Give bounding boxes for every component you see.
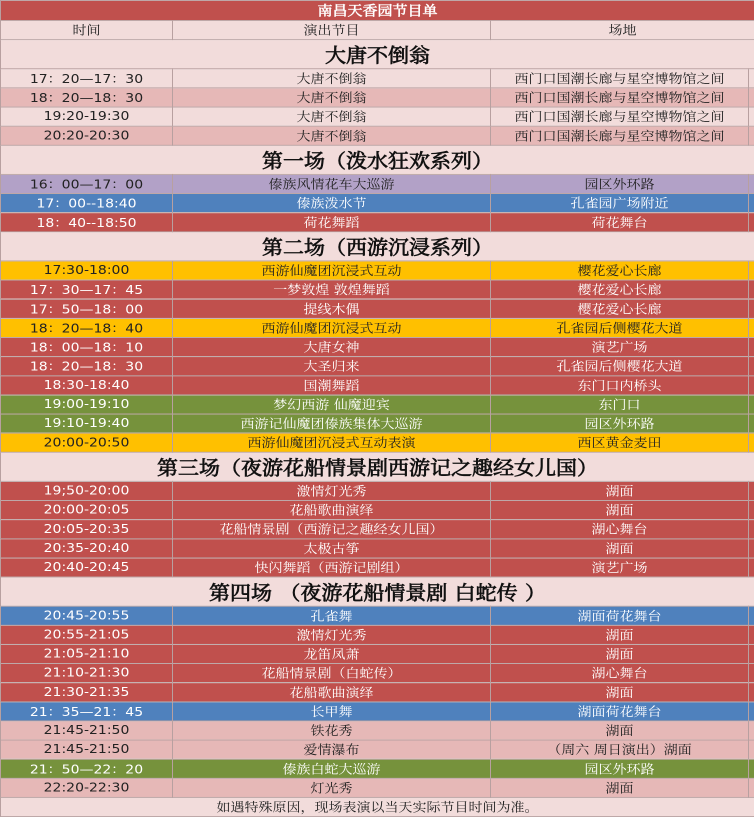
- program-cell[interactable]: 激情灯光秀: [173, 481, 491, 500]
- overflow-cell[interactable]: [749, 481, 754, 500]
- overflow-cell[interactable]: [749, 69, 754, 88]
- schedule-row: [1, 107, 754, 126]
- overflow-cell[interactable]: [749, 702, 754, 721]
- overflow-cell[interactable]: [749, 500, 754, 519]
- overflow-cell[interactable]: [749, 721, 754, 740]
- overflow-cell[interactable]: [749, 520, 754, 539]
- program-cell[interactable]: 花船歌曲演绎: [173, 683, 491, 702]
- venue-cell[interactable]: 湖面: [491, 644, 749, 663]
- venue-cell[interactable]: 湖面: [491, 721, 749, 740]
- venue-cell[interactable]: 孔雀园后侧樱花大道: [491, 357, 749, 376]
- venue-cell[interactable]: 西门口国潮长廊与星空博物馆之间: [491, 126, 749, 145]
- section-header-row: [1, 145, 754, 174]
- time-cell[interactable]: 22:20-22:30: [1, 778, 173, 797]
- venue-cell[interactable]: 演艺广场: [491, 558, 749, 577]
- time-cell[interactable]: 17:30-18:00: [1, 261, 173, 280]
- overflow-cell[interactable]: [749, 644, 754, 663]
- venue-cell[interactable]: 湖面: [491, 500, 749, 519]
- program-cell[interactable]: 太极古筝: [173, 539, 491, 558]
- time-cell[interactable]: 21:05-21:10: [1, 644, 173, 663]
- header-program[interactable]: 演出节目: [173, 20, 491, 39]
- schedule-row: [1, 414, 754, 433]
- overflow-cell[interactable]: [749, 174, 754, 193]
- time-cell[interactable]: 19:10-19:40: [1, 414, 173, 433]
- schedule-row: [1, 213, 754, 232]
- schedule-row: [1, 664, 754, 683]
- time-cell[interactable]: 19;50-20:00: [1, 481, 173, 500]
- header-time[interactable]: 时间: [1, 20, 173, 39]
- venue-cell[interactable]: 湖面荷花舞台: [491, 606, 749, 625]
- program-cell[interactable]: 激情灯光秀: [173, 625, 491, 644]
- time-cell[interactable]: 16：00—17：00: [1, 174, 173, 193]
- header-venue[interactable]: 场地: [491, 20, 754, 39]
- overflow-cell[interactable]: [749, 107, 754, 126]
- program-cell[interactable]: 龙笛凤萧: [173, 644, 491, 663]
- program-cell[interactable]: 花船情景剧（白蛇传）: [173, 664, 491, 683]
- footer-note[interactable]: 如遇特殊原因，现场表演以当天实际节目时间为准。: [1, 797, 754, 816]
- schedule-row: [1, 280, 754, 299]
- program-cell[interactable]: 爱情瀑布: [173, 740, 491, 759]
- venue-cell[interactable]: 园区外环路: [491, 414, 749, 433]
- venue-cell[interactable]: 园区外环路: [491, 759, 749, 778]
- title-row: [1, 0, 754, 20]
- venue-cell[interactable]: 樱花爱心长廊: [491, 261, 749, 280]
- schedule-row: [1, 740, 754, 759]
- schedule-row: [1, 500, 754, 519]
- venue-cell[interactable]: 湖面: [491, 539, 749, 558]
- overflow-cell[interactable]: [749, 126, 754, 145]
- schedule-row: [1, 174, 754, 193]
- section-header-row: [1, 452, 754, 481]
- program-cell[interactable]: 傣族白蛇大巡游: [173, 759, 491, 778]
- program-cell[interactable]: 孔雀舞: [173, 606, 491, 625]
- overflow-cell[interactable]: [749, 683, 754, 702]
- program-cell[interactable]: 提线木偶: [173, 299, 491, 318]
- program-cell[interactable]: 大唐不倒翁: [173, 107, 491, 126]
- venue-cell[interactable]: 西区黄金麦田: [491, 433, 749, 452]
- time-cell[interactable]: 18：00—18：10: [1, 337, 173, 356]
- time-cell[interactable]: 20:00-20:05: [1, 500, 173, 519]
- schedule-row: [1, 395, 754, 414]
- program-cell[interactable]: 大唐不倒翁: [173, 69, 491, 88]
- time-cell[interactable]: 21：35—21：45: [1, 702, 173, 721]
- venue-cell[interactable]: 樱花爱心长廊: [491, 299, 749, 318]
- venue-cell[interactable]: 湖心舞台: [491, 664, 749, 683]
- schedule-row: [1, 778, 754, 797]
- overflow-cell[interactable]: [749, 625, 754, 644]
- overflow-cell[interactable]: [749, 299, 754, 318]
- overflow-cell[interactable]: [749, 213, 754, 232]
- time-cell[interactable]: 17：20—17：30: [1, 69, 173, 88]
- schedule-row: [1, 606, 754, 625]
- overflow-cell[interactable]: [749, 433, 754, 452]
- section-header-row: [1, 577, 754, 606]
- program-cell[interactable]: 一梦敦煌 敦煌舞蹈: [173, 280, 491, 299]
- program-cell[interactable]: 梦幻西游 仙魔迎宾: [173, 395, 491, 414]
- overflow-cell[interactable]: [749, 606, 754, 625]
- time-cell[interactable]: 17：30—17：45: [1, 280, 173, 299]
- venue-cell[interactable]: 西门口国潮长廊与星空博物馆之间: [491, 88, 749, 107]
- section-title[interactable]: 第四场 （夜游花船情景剧 白蛇传 ）: [1, 577, 754, 606]
- overflow-cell[interactable]: [749, 778, 754, 797]
- program-cell[interactable]: 西游记仙魔团傣族集体大巡游: [173, 414, 491, 433]
- time-cell[interactable]: 17：50—18：00: [1, 299, 173, 318]
- schedule-row: [1, 721, 754, 740]
- schedule-title: 南昌天香园节目单: [1, 0, 754, 20]
- overflow-cell[interactable]: [749, 337, 754, 356]
- venue-cell[interactable]: （周六 周日演出）湖面: [491, 740, 749, 759]
- schedule-row: [1, 376, 754, 395]
- time-cell[interactable]: 20:05-20:35: [1, 520, 173, 539]
- program-cell[interactable]: 长甲舞: [173, 702, 491, 721]
- venue-cell[interactable]: 孔雀园广场附近: [491, 194, 749, 213]
- schedule-row: [1, 558, 754, 577]
- schedule-row: [1, 69, 754, 88]
- overflow-cell[interactable]: [749, 261, 754, 280]
- venue-cell[interactable]: 东门口: [491, 395, 749, 414]
- schedule-row: [1, 357, 754, 376]
- time-cell[interactable]: 20:40-20:45: [1, 558, 173, 577]
- schedule-row: [1, 337, 754, 356]
- time-cell[interactable]: 18：20—18：30: [1, 357, 173, 376]
- section-title[interactable]: 第二场（西游沉浸系列）: [1, 232, 754, 261]
- overflow-cell[interactable]: [749, 88, 754, 107]
- time-cell[interactable]: 18：40--18:50: [1, 213, 173, 232]
- section-title[interactable]: 第一场（泼水狂欢系列）: [1, 145, 754, 174]
- time-cell[interactable]: 18：20—18：30: [1, 88, 173, 107]
- venue-cell[interactable]: 园区外环路: [491, 174, 749, 193]
- schedule-row: [1, 299, 754, 318]
- venue-cell[interactable]: 西门口国潮长廊与星空博物馆之间: [491, 107, 749, 126]
- program-cell[interactable]: 铁花秀: [173, 721, 491, 740]
- time-cell[interactable]: 20:45-20:55: [1, 606, 173, 625]
- overflow-cell[interactable]: [749, 357, 754, 376]
- program-cell[interactable]: 荷花舞蹈: [173, 213, 491, 232]
- overflow-cell[interactable]: [749, 318, 754, 337]
- program-cell[interactable]: 大唐不倒翁: [173, 126, 491, 145]
- schedule-row: [1, 261, 754, 280]
- time-cell[interactable]: 20:35-20:40: [1, 539, 173, 558]
- section-header-row: [1, 40, 754, 69]
- program-cell[interactable]: 大圣归来: [173, 357, 491, 376]
- program-cell[interactable]: 西游仙魔团沉浸式互动: [173, 318, 491, 337]
- venue-cell[interactable]: 西门口国潮长廊与星空博物馆之间: [491, 69, 749, 88]
- schedule-row: [1, 683, 754, 702]
- overflow-cell[interactable]: [749, 759, 754, 778]
- time-cell[interactable]: 19:20-19:30: [1, 107, 173, 126]
- schedule-row: [1, 702, 754, 721]
- time-cell[interactable]: 21:45-21:50: [1, 721, 173, 740]
- venue-cell[interactable]: 樱花爱心长廊: [491, 280, 749, 299]
- venue-cell[interactable]: 演艺广场: [491, 337, 749, 356]
- program-cell[interactable]: 西游仙魔团沉浸式互动: [173, 261, 491, 280]
- venue-cell[interactable]: 东门口内桥头: [491, 376, 749, 395]
- section-title[interactable]: 大唐不倒翁: [1, 40, 754, 69]
- time-cell[interactable]: 20:55-21:05: [1, 625, 173, 644]
- time-cell[interactable]: 19:00-19:10: [1, 395, 173, 414]
- program-cell[interactable]: 灯光秀: [173, 778, 491, 797]
- overflow-cell[interactable]: [749, 740, 754, 759]
- overflow-cell[interactable]: [749, 280, 754, 299]
- time-cell[interactable]: 18:30-18:40: [1, 376, 173, 395]
- overflow-cell[interactable]: [749, 539, 754, 558]
- program-cell[interactable]: 国潮舞蹈: [173, 376, 491, 395]
- schedule-row: [1, 520, 754, 539]
- venue-cell[interactable]: 湖面: [491, 625, 749, 644]
- time-cell[interactable]: 20:00-20:50: [1, 433, 173, 452]
- overflow-cell[interactable]: [749, 376, 754, 395]
- schedule-row: [1, 318, 754, 337]
- schedule-row: [1, 644, 754, 663]
- program-cell[interactable]: 快闪舞蹈（西游记剧组）: [173, 558, 491, 577]
- schedule-row: [1, 126, 754, 145]
- overflow-cell[interactable]: [749, 194, 754, 213]
- schedule-row: [1, 625, 754, 644]
- venue-cell[interactable]: 孔雀园后侧樱花大道: [491, 318, 749, 337]
- program-cell[interactable]: 傣族泼水节: [173, 194, 491, 213]
- venue-cell[interactable]: 荷花舞台: [491, 213, 749, 232]
- venue-cell[interactable]: 湖面: [491, 778, 749, 797]
- program-cell[interactable]: 大唐不倒翁: [173, 88, 491, 107]
- time-cell[interactable]: 21:10-21:30: [1, 664, 173, 683]
- header-row: [1, 20, 754, 39]
- program-cell[interactable]: 花船歌曲演绎: [173, 500, 491, 519]
- venue-cell[interactable]: 湖面荷花舞台: [491, 702, 749, 721]
- program-cell[interactable]: 花船情景剧（西游记之趣经女儿国）: [173, 520, 491, 539]
- time-cell[interactable]: 18：20—18：40: [1, 318, 173, 337]
- schedule-row: [1, 759, 754, 778]
- time-cell[interactable]: 21:30-21:35: [1, 683, 173, 702]
- section-title[interactable]: 第三场（夜游花船情景剧西游记之趣经女儿国）: [1, 452, 754, 481]
- venue-cell[interactable]: 湖面: [491, 683, 749, 702]
- time-cell[interactable]: 17：00--18:40: [1, 194, 173, 213]
- program-cell[interactable]: 傣族风情花车大巡游: [173, 174, 491, 193]
- schedule-row: [1, 88, 754, 107]
- overflow-cell[interactable]: [749, 558, 754, 577]
- venue-cell[interactable]: 湖心舞台: [491, 520, 749, 539]
- schedule-row: [1, 539, 754, 558]
- overflow-cell[interactable]: [749, 395, 754, 414]
- time-cell[interactable]: 21:45-21:50: [1, 740, 173, 759]
- schedule-row: [1, 481, 754, 500]
- schedule-row: [1, 194, 754, 213]
- program-cell[interactable]: 大唐女神: [173, 337, 491, 356]
- section-header-row: [1, 232, 754, 261]
- time-cell[interactable]: 21：50—22：20: [1, 759, 173, 778]
- footer-row: [1, 797, 754, 816]
- overflow-cell[interactable]: [749, 414, 754, 433]
- time-cell[interactable]: 20:20-20:30: [1, 126, 173, 145]
- venue-cell[interactable]: 湖面: [491, 481, 749, 500]
- program-cell[interactable]: 西游仙魔团沉浸式互动表演: [173, 433, 491, 452]
- overflow-cell[interactable]: [749, 664, 754, 683]
- schedule-row: [1, 433, 754, 452]
